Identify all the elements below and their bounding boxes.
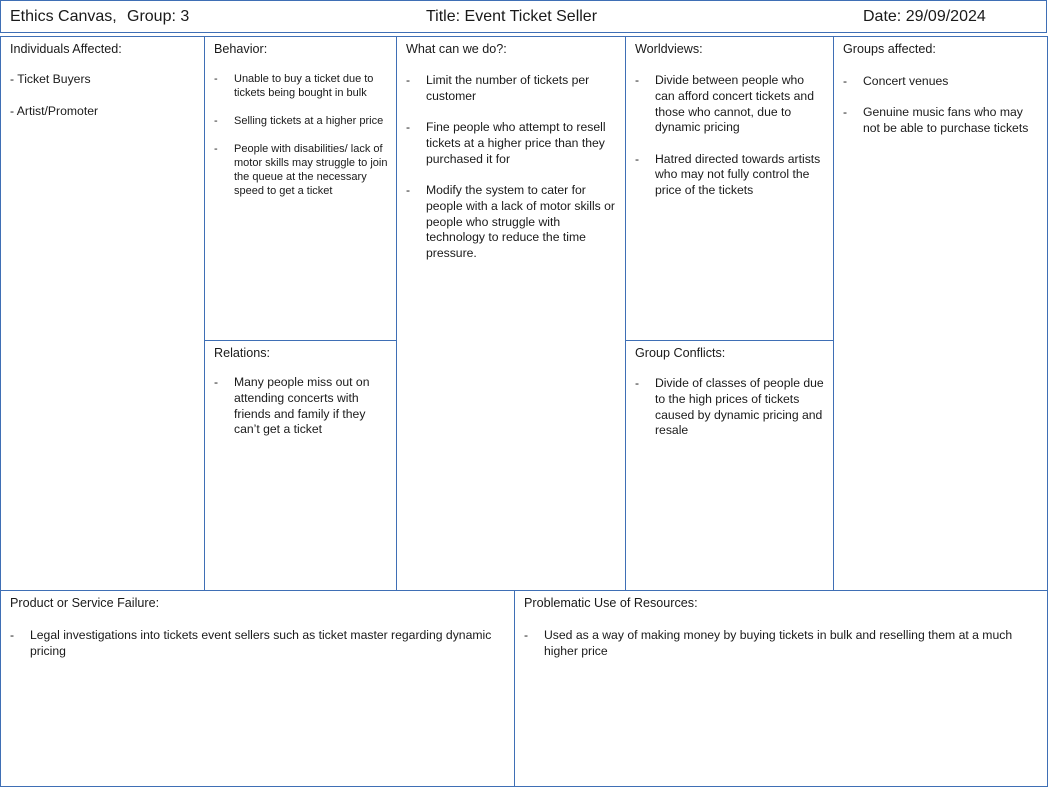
section-title: Group Conflicts: <box>635 346 726 360</box>
list-item: - People with disabilities/ lack of motor skills may struggle to join the queue at the necessary speed to get a ticket <box>214 142 390 198</box>
section-title: Problematic Use of Resources: <box>524 596 698 610</box>
behavior-list <box>214 72 390 212</box>
section-title: Groups affected: <box>843 42 936 56</box>
individuals-affected-section <box>0 36 205 591</box>
list-item: - Many people miss out on attending concerts with friends and family if they can’t get a ticket <box>214 375 390 438</box>
canvas-title: Title: Event Ticket Seller <box>426 8 598 25</box>
section-title: Relations: <box>214 346 271 360</box>
individuals-list <box>10 72 98 136</box>
list-item: - Ticket Buyers <box>10 72 91 86</box>
list-item: - Divide between people who can afford concert tickets and those who cannot, due to dynamic pricing <box>635 73 827 136</box>
groups-list <box>843 74 1041 152</box>
list-item: - Artist/Promoter <box>10 103 99 118</box>
product-failure-section <box>0 590 515 787</box>
group-conflicts-section <box>625 340 834 591</box>
canvas-header <box>0 0 1047 33</box>
list-item: - Modify the system to cater for people with a lack of motor skills or people who struggle with technology to reduce the time pressure. <box>406 183 619 262</box>
behavior-section <box>204 36 397 341</box>
section-title: Behavior: <box>214 42 268 56</box>
list-item: - Concert venues <box>843 74 1041 90</box>
relations-section <box>204 340 397 591</box>
failure-list <box>10 628 508 675</box>
section-title: Worldviews: <box>635 42 703 56</box>
list-item: - Unable to buy a ticket due to tickets being bought in bulk <box>214 72 390 100</box>
group-label: Group: 3 <box>127 8 190 25</box>
problematic-resources-section <box>514 590 1048 787</box>
section-title: What can we do?: <box>406 42 507 56</box>
list-item: - Limit the number of tickets per customer <box>406 73 619 105</box>
list-item: - Used as a way of making money by buying tickets in bulk and reselling them at a much higher price <box>524 628 1041 660</box>
list-item: - Selling tickets at a higher price <box>214 114 390 128</box>
resources-list <box>524 628 1041 675</box>
relations-list <box>214 375 390 454</box>
list-item: - Genuine music fans who may not be able to purchase tickets <box>843 105 1041 137</box>
canvas-name: Ethics Canvas, <box>10 8 117 25</box>
section-title: Product or Service Failure: <box>10 596 160 610</box>
conflicts-list <box>635 376 827 455</box>
date-label: Date: 29/09/2024 <box>863 8 986 25</box>
worldviews-list <box>635 73 827 215</box>
worldviews-section <box>625 36 834 341</box>
what-can-we-do-section <box>396 36 626 591</box>
list-item: - Hatred directed towards artists who may not fully control the price of the tickets <box>635 152 827 199</box>
section-title: Individuals Affected: <box>10 42 122 56</box>
list-item: - Fine people who attempt to resell tickets at a higher price than they purchased it for <box>406 120 619 167</box>
actions-list <box>406 73 619 277</box>
groups-affected-section <box>833 36 1048 591</box>
list-item: - Divide of classes of people due to the high prices of tickets caused by dynamic pricing and resale <box>635 376 827 439</box>
list-item: - Legal investigations into tickets event sellers such as ticket master regarding dynamic pricing <box>10 628 508 660</box>
